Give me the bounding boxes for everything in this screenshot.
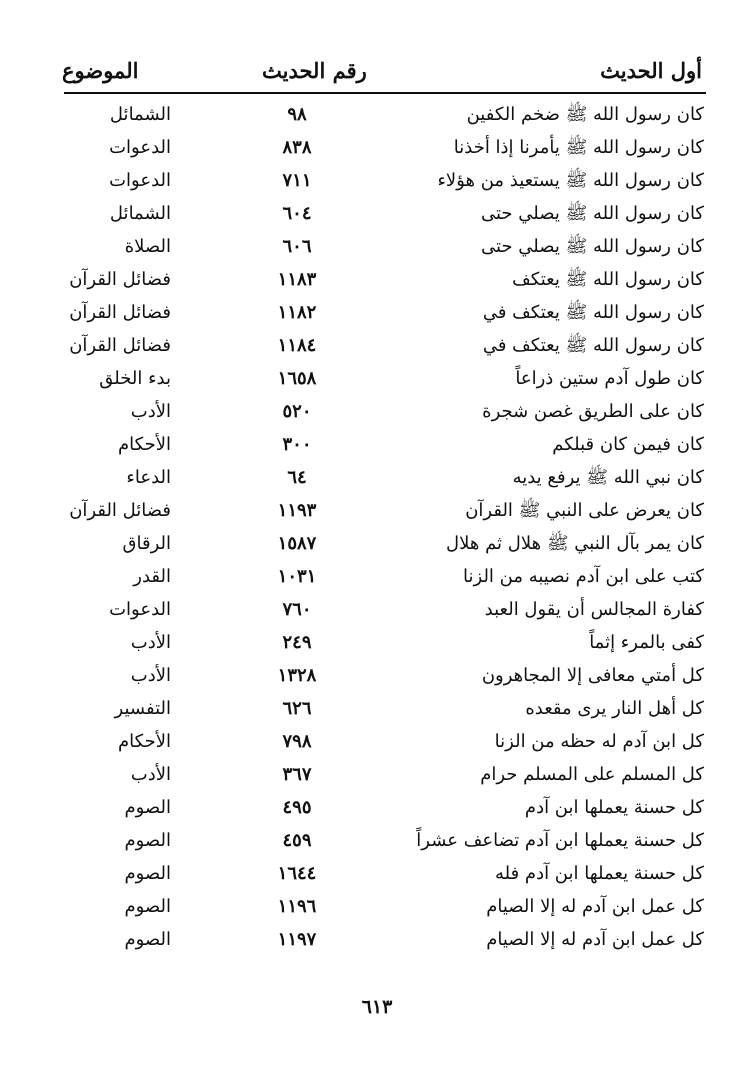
hadith-cell: كان فيمن كان قبلكم — [552, 434, 704, 455]
hadith-cell: كان رسول الله ﷺ يصلي حتى — [480, 203, 704, 224]
hadith-cell: كان يمر بآل النبي ﷺ هلال ثم هلال — [446, 533, 704, 554]
topic-cell: الشمائل — [109, 203, 171, 224]
number-cell: ١٣٢٨ — [277, 665, 317, 686]
header-rule — [64, 92, 706, 94]
hadith-cell: كل أمتي معافى إلا المجاهرون — [481, 665, 704, 686]
number-cell: ١١٩٣ — [277, 500, 317, 521]
number-cell: ٣٦٧ — [282, 764, 312, 785]
table-row — [0, 826, 754, 859]
topic-cell: الدعوات — [109, 599, 171, 620]
topic-cell: فضائل القرآن — [69, 335, 171, 356]
table-row — [0, 133, 754, 166]
header-hadith-start: أول الحديث — [600, 58, 702, 83]
table-row — [0, 925, 754, 958]
topic-cell: الأدب — [130, 665, 171, 686]
table-row — [0, 331, 754, 364]
topic-cell: الصوم — [124, 830, 171, 851]
topic-cell: الأحكام — [118, 434, 171, 455]
topic-cell: فضائل القرآن — [69, 500, 171, 521]
hadith-cell: كان نبي الله ﷺ يرفع يديه — [512, 467, 704, 488]
number-cell: ٣٠٠ — [282, 434, 312, 455]
number-cell: ١١٨٢ — [277, 302, 317, 323]
hadith-cell: كان على الطريق غصن شجرة — [482, 401, 704, 422]
table-row — [0, 892, 754, 925]
table-row — [0, 793, 754, 826]
number-cell: ٧٦٠ — [282, 599, 312, 620]
number-cell: ٧٩٨ — [282, 731, 312, 752]
table-row — [0, 496, 754, 529]
hadith-cell: كل عمل ابن آدم له إلا الصيام — [486, 929, 704, 950]
hadith-cell: كفى بالمرء إثماً — [589, 632, 704, 653]
topic-cell: الصوم — [124, 863, 171, 884]
hadith-cell: كان رسول الله ﷺ يأمرنا إذا أخذنا — [453, 137, 704, 158]
topic-cell: بدء الخلق — [99, 368, 171, 389]
page-number: ٦١٣ — [361, 996, 393, 1018]
topic-cell: الأدب — [130, 401, 171, 422]
number-cell: ١٠٣١ — [277, 566, 317, 587]
number-cell: ٧١١ — [282, 170, 312, 191]
number-cell: ٢٤٩ — [282, 632, 312, 653]
hadith-cell: كان رسول الله ﷺ يصلي حتى — [480, 236, 704, 257]
number-cell: ٩٨ — [287, 104, 307, 125]
topic-cell: القدر — [133, 566, 171, 587]
number-cell: ٦٤ — [287, 467, 307, 488]
hadith-cell: كل أهل النار يرى مقعده — [525, 698, 704, 719]
number-cell: ١٦٤٤ — [277, 863, 317, 884]
number-cell: ١١٩٦ — [277, 896, 317, 917]
number-cell: ١١٨٤ — [277, 335, 317, 356]
number-cell: ١٥٨٧ — [277, 533, 317, 554]
topic-cell: الرقاق — [122, 533, 171, 554]
index-table — [0, 100, 754, 958]
topic-cell: الأدب — [130, 632, 171, 653]
topic-cell: الصوم — [124, 929, 171, 950]
hadith-cell: كل حسنة يعملها ابن آدم تضاعف عشراً — [416, 830, 704, 851]
table-row — [0, 199, 754, 232]
topic-cell: الشمائل — [109, 104, 171, 125]
table-row — [0, 727, 754, 760]
topic-cell: الأحكام — [118, 731, 171, 752]
table-row — [0, 859, 754, 892]
header-hadith-number: رقم الحديث — [262, 58, 367, 83]
number-cell: ٤٩٥ — [282, 797, 312, 818]
hadith-cell: كفارة المجالس أن يقول العبد — [484, 599, 704, 620]
table-row — [0, 628, 754, 661]
table-row — [0, 100, 754, 133]
table-row — [0, 760, 754, 793]
table-row — [0, 397, 754, 430]
topic-cell: الصوم — [124, 797, 171, 818]
table-row — [0, 232, 754, 265]
hadith-cell: كل حسنة يعملها ابن آدم — [524, 797, 704, 818]
topic-cell: الدعاء — [126, 467, 171, 488]
hadith-cell: كان رسول الله ﷺ يعتكف — [512, 269, 704, 290]
topic-cell: الصوم — [124, 896, 171, 917]
hadith-cell: كان رسول الله ﷺ ضخم الكفين — [466, 104, 704, 125]
hadith-cell: كل ابن آدم له حظه من الزنا — [494, 731, 704, 752]
topic-cell: فضائل القرآن — [69, 302, 171, 323]
table-row — [0, 463, 754, 496]
number-cell: ٥٢٠ — [282, 401, 312, 422]
hadith-cell: كل حسنة يعملها ابن آدم فله — [494, 863, 704, 884]
topic-cell: فضائل القرآن — [69, 269, 171, 290]
hadith-cell: كتب على ابن آدم نصيبه من الزنا — [463, 566, 704, 587]
hadith-cell: كان طول آدم ستين ذراعاً — [515, 368, 704, 389]
table-row — [0, 430, 754, 463]
number-cell: ٤٥٩ — [282, 830, 312, 851]
hadith-cell: كان رسول الله ﷺ يستعيذ من هؤلاء — [437, 170, 704, 191]
table-row — [0, 661, 754, 694]
hadith-cell: كان رسول الله ﷺ يعتكف في — [482, 302, 704, 323]
table-row — [0, 694, 754, 727]
topic-cell: الأدب — [130, 764, 171, 785]
table-row — [0, 265, 754, 298]
number-cell: ٦٢٦ — [282, 698, 312, 719]
hadith-cell: كان يعرض على النبي ﷺ القرآن — [465, 500, 704, 521]
topic-cell: الدعوات — [109, 170, 171, 191]
number-cell: ٦٠٤ — [282, 203, 312, 224]
topic-cell: الصلاة — [124, 236, 171, 257]
number-cell: ٨٣٨ — [282, 137, 312, 158]
table-row — [0, 166, 754, 199]
table-row — [0, 298, 754, 331]
number-cell: ٦٠٦ — [282, 236, 312, 257]
hadith-cell: كل المسلم على المسلم حرام — [480, 764, 704, 785]
table-row — [0, 529, 754, 562]
table-row — [0, 595, 754, 628]
topic-cell: التفسير — [114, 698, 171, 719]
number-cell: ١١٨٣ — [277, 269, 317, 290]
header-topic: الموضوع — [62, 58, 139, 83]
number-cell: ١٦٥٨ — [277, 368, 317, 389]
table-row — [0, 364, 754, 397]
table-row — [0, 562, 754, 595]
topic-cell: الدعوات — [109, 137, 171, 158]
hadith-cell: كان رسول الله ﷺ يعتكف في — [482, 335, 704, 356]
hadith-cell: كل عمل ابن آدم له إلا الصيام — [486, 896, 704, 917]
number-cell: ١١٩٧ — [277, 929, 317, 950]
